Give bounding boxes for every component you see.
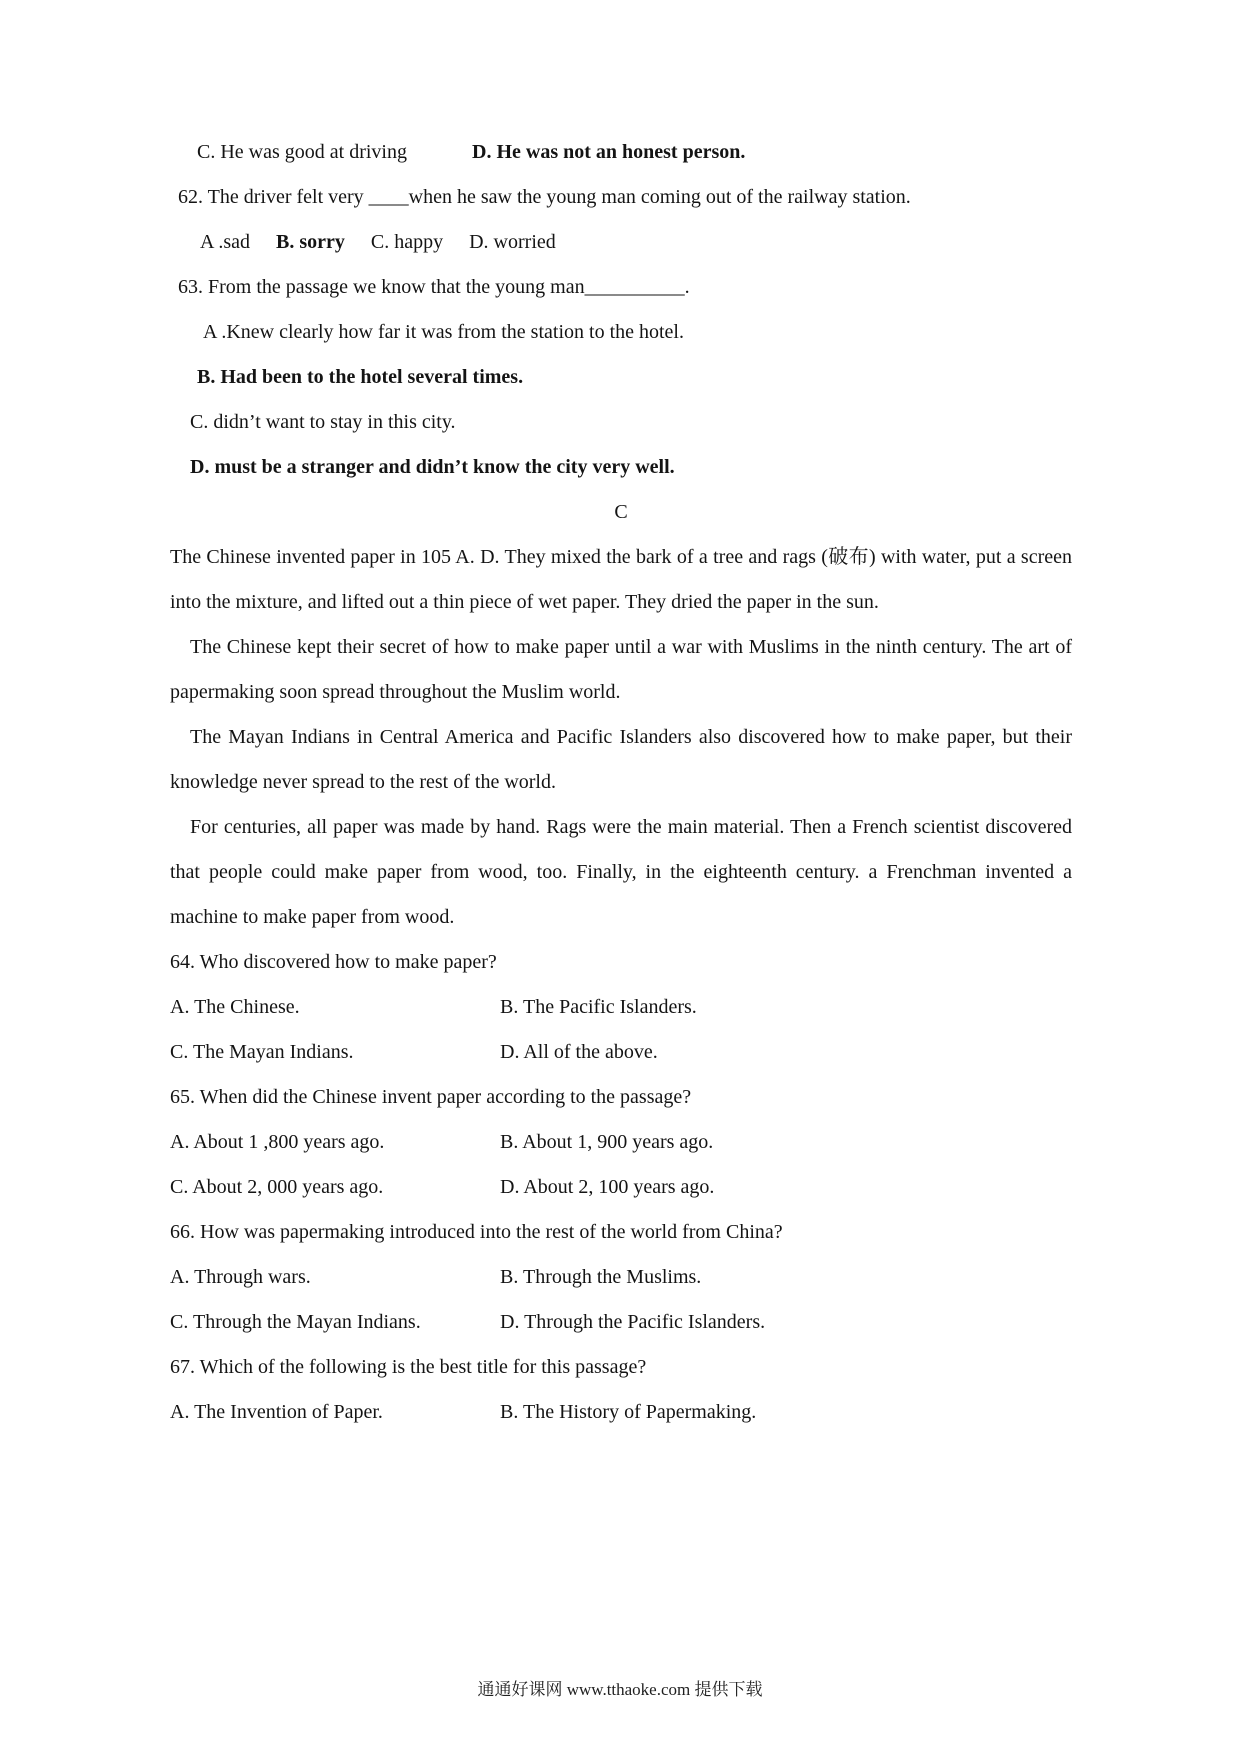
passage-paragraph-4: For centuries, all paper was made by hand. Rags were the main material. Then a French scientist discovered that people could make paper from wood, too. Finally, in the eighteenth century. a Frenchman invented a machine to make paper from wood.	[170, 816, 1072, 928]
q66-stem: 66. How was papermaking introduced into the rest of the world from China?	[170, 1221, 783, 1243]
q66-options-row-cd	[170, 1300, 1072, 1345]
q63-option-b: B. Had been to the hotel several times.	[197, 366, 524, 388]
passage-paragraph-2: The Chinese kept their secret of how to make paper until a war with Muslims in the ninth century. The art of papermaking soon spread throughout the Muslim world.	[170, 636, 1072, 703]
q62-stem: 62. The driver felt very ____when he saw the young man coming out of the railway station.	[178, 186, 911, 208]
q63-option-d: D. must be a stranger and didn’t know the city very well.	[190, 456, 675, 478]
q64-option-d: D. All of the above.	[500, 1041, 658, 1063]
q64-option-c: C. The Mayan Indians.	[170, 1041, 354, 1063]
q61-option-d: D. He was not an honest person.	[472, 141, 746, 163]
q62-option-a: A .sad	[200, 231, 250, 253]
page-footer: 通通好课网 www.tthaoke.com 提供下载	[477, 1680, 763, 1699]
q64-option-b: B. The Pacific Islanders.	[500, 996, 697, 1018]
q61-option-c: C. He was good at driving	[197, 141, 407, 163]
q66-option-c: C. Through the Mayan Indians.	[170, 1311, 421, 1333]
q65-options-row-ab	[170, 1120, 1072, 1165]
q63-stem: 63. From the passage we know that the young man__________.	[178, 276, 690, 298]
passage-paragraph-3: The Mayan Indians in Central America and Pacific Islanders also discovered how to make paper, but their knowledge never spread to the rest of the world.	[170, 726, 1072, 793]
q66-option-a: A. Through wars.	[170, 1266, 311, 1288]
q62-option-d: D. worried	[469, 231, 556, 253]
q67-option-a: A. The Invention of Paper.	[170, 1401, 383, 1423]
q63-option-c: C. didn’t want to stay in this city.	[190, 411, 456, 433]
q67-stem: 67. Which of the following is the best title for this passage?	[170, 1356, 647, 1378]
passage-section-label: C	[614, 501, 628, 523]
q66-option-b: B. Through the Muslims.	[500, 1266, 702, 1288]
q65-options-row-cd	[170, 1165, 1072, 1210]
q65-option-c: C. About 2, 000 years ago.	[170, 1176, 384, 1198]
q64-option-a: A. The Chinese.	[170, 996, 300, 1018]
q61-options-row-cd	[170, 130, 1072, 175]
q64-options-row-ab	[170, 985, 1072, 1030]
q62-option-c: C. happy	[370, 231, 444, 253]
q65-option-a: A. About 1 ,800 years ago.	[170, 1131, 385, 1153]
q66-option-d: D. Through the Pacific Islanders.	[500, 1311, 766, 1333]
q66-options-row-ab	[170, 1255, 1072, 1300]
q67-option-b: B. The History of Papermaking.	[500, 1401, 757, 1423]
q64-options-row-cd	[170, 1030, 1072, 1075]
q67-options-row-ab	[170, 1390, 1072, 1435]
q63-option-a: A .Knew clearly how far it was from the station to the hotel.	[203, 321, 684, 343]
q62-option-b: B. sorry	[276, 231, 345, 253]
q65-option-b: B. About 1, 900 years ago.	[500, 1131, 714, 1153]
q65-option-d: D. About 2, 100 years ago.	[500, 1176, 715, 1198]
q64-stem: 64. Who discovered how to make paper?	[170, 951, 497, 973]
q62-options-row	[170, 220, 1072, 265]
q65-stem: 65. When did the Chinese invent paper according to the passage?	[170, 1086, 692, 1108]
passage-paragraph-1: The Chinese invented paper in 105 A. D. They mixed the bark of a tree and rags (破布) with water, put a screen into the mixture, and lifted out a thin piece of wet paper. They dried the paper in the sun.	[170, 546, 1072, 613]
exam-content	[170, 130, 1072, 1435]
